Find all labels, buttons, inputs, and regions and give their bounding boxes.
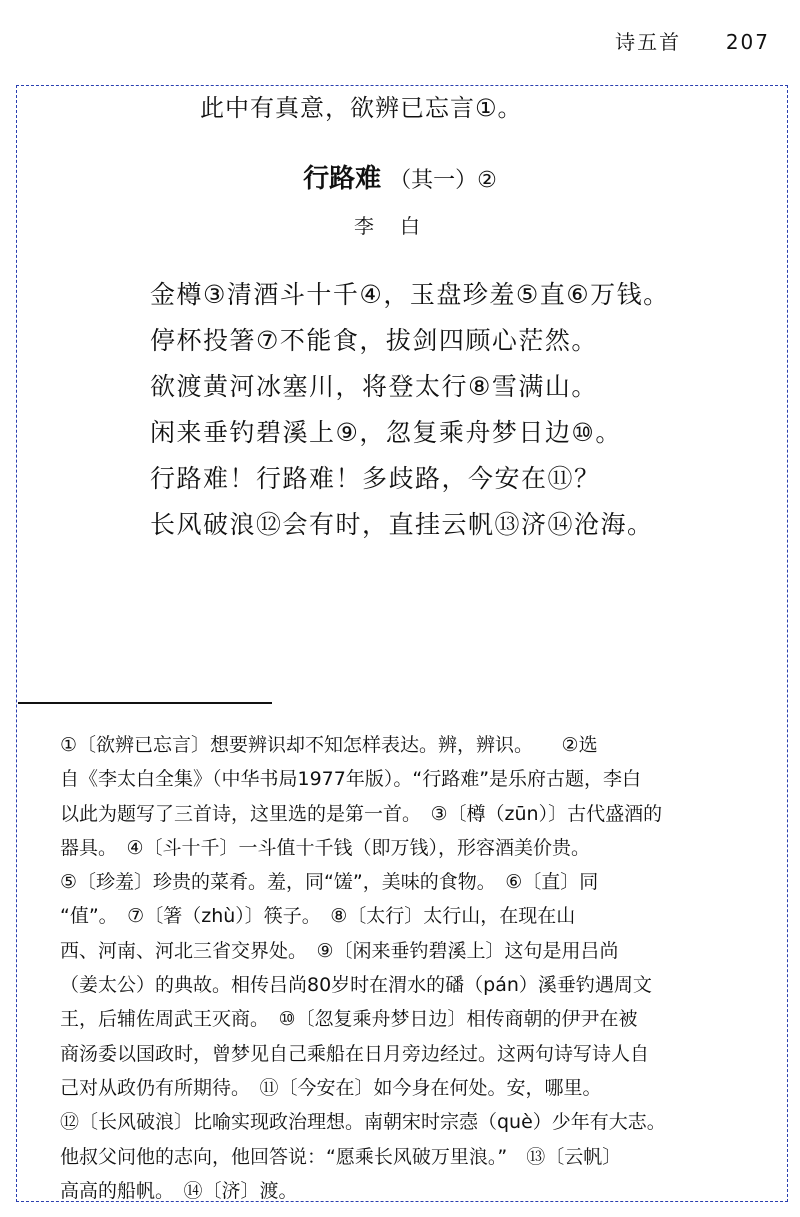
footnotes: [60, 728, 780, 1208]
poem-body: [150, 272, 770, 548]
poem-line: 停杯投箸⑦不能食，拔剑四顾心茫然。: [150, 326, 598, 355]
footnote-line: 高高的船帆。 ⑭〔济〕渡。: [60, 1179, 298, 1202]
footnote-line: 以此为题写了三首诗，这里选的是第一首。 ③〔樽（zūn）〕古代盛酒的: [60, 802, 663, 825]
footnote-line: 己对从政仍有所期待。 ⑪〔今安在〕如今身在何处。安，哪里。: [60, 1076, 602, 1099]
poem-line: 金樽③清酒斗十千④，玉盘珍羞⑤直⑥万钱。: [150, 280, 670, 309]
footnote-line: 商汤委以国政时，曾梦见自己乘船在日月旁边经过。这两句诗写诗人自: [60, 1042, 650, 1065]
poem-line: 行路难！行路难！多歧路，今安在⑪？: [150, 464, 601, 493]
poem-line: 长风破浪⑫会有时，直挂云帆⑬济⑭沧海。: [150, 510, 654, 539]
poem-title: 行路难: [303, 164, 382, 194]
previous-poem-last-line: 此中有真意，欲辨已忘言①。: [200, 94, 523, 122]
footnote-line: （姜太公）的典故。相传吕尚80岁时在渭水的磻（pán）溪垂钓遇周文: [60, 974, 652, 997]
page-number: 207: [725, 30, 770, 54]
poem-subtitle: （其一）②: [389, 168, 497, 193]
footnote-divider: [18, 702, 272, 704]
footnote-line: 器具。 ④〔斗十千〕一斗值十千钱（即万钱），形容酒美价贵。: [60, 836, 591, 859]
page-header: [615, 26, 770, 55]
poem-title-block: [0, 158, 800, 195]
poem-line: 闲来垂钓碧溪上⑨，忽复乘舟梦日边⑩。: [150, 418, 622, 447]
poem-line: 欲渡黄河冰塞川，将登太行⑧雪满山。: [150, 372, 598, 401]
footnote-line: ⑫〔长风破浪〕比喻实现政治理想。南朝宋时宗悫（què）少年有大志。: [60, 1111, 666, 1134]
footnote-line: ①〔欲辨已忘言〕想要辨识却不知怎样表达。辨，辨识。 ②选: [60, 734, 598, 756]
book-title: 诗五首: [615, 30, 682, 54]
footnote-line: 西、河南、河北三省交界处。 ⑨〔闲来垂钓碧溪上〕这句是用吕尚: [60, 939, 619, 962]
footnote-line: “值”。 ⑦〔箸（zhù）〕筷子。 ⑧〔太行〕太行山，在现在山: [60, 905, 576, 928]
footnote-line: 自《李太白全集》（中华书局1977年版）。“行路难”是乐府古题，李白: [60, 768, 642, 791]
poem-author: 李白: [354, 214, 446, 238]
footnote-line: 王，后辅佐周武王灭商。 ⑩〔忽复乘舟梦日边〕相传商朝的伊尹在被: [60, 1008, 638, 1031]
footnote-line: ⑤〔珍羞〕珍贵的菜肴。羞，同“馐”，美味的食物。 ⑥〔直〕同: [60, 871, 599, 894]
footnote-line: 他叔父问他的志向，他回答说：“愿乘长风破万里浪。” ⑬〔云帆〕: [60, 1145, 622, 1168]
